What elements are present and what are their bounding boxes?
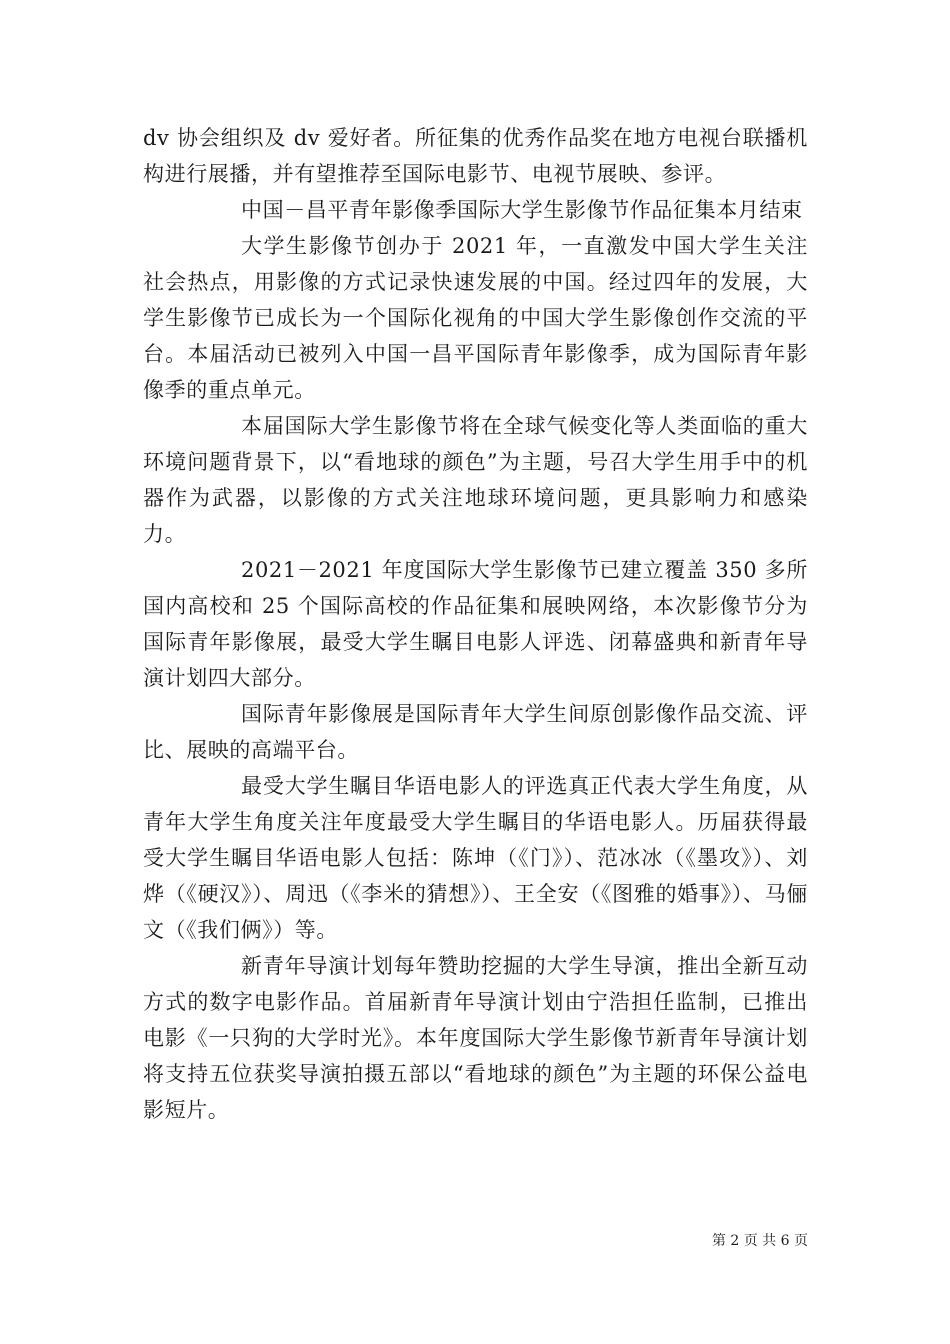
body-paragraph-exhibition: 国际青年影像展是国际青年大学生间原创影像作品交流、评比、展映的高端平台。: [143, 702, 808, 762]
document-body: [143, 120, 808, 1128]
body-paragraph-continued: dv 协会组织及 dv 爱好者。所征集的优秀作品奖在地方电视台联播机构进行展播，并有望推荐至国际电影节、电视节展映、参评。: [143, 126, 808, 186]
body-paragraph-filmmakers: 最受大学生瞩目华语电影人的评选真正代表大学生角度，从青年大学生角度关注年度最受大学生瞩目的华语电影人。历届获得最受大学生瞩目华语电影人包括：陈坤（《门》）、范冰冰（《墨攻》）、刘烨（《硬汉》）、周迅（《李米的猜想》）、王全安（《图雅的婚事》）、马俪文（《我们俩》）等。: [143, 774, 808, 942]
body-paragraph-network: 2021－2021 年度国际大学生影像节已建立覆盖 350 多所国内高校和 25 个国际高校的作品征集和展映网络，本次影像节分为国际青年影像展，最受大学生瞩目电影人评选、闭幕盛典和新青年导演计划四大部分。: [143, 558, 808, 690]
section-heading-paragraph: 中国－昌平青年影像季国际大学生影像节作品征集本月结束: [241, 198, 803, 222]
page-number-footer: 第 2 页 共 6 页: [711, 1233, 808, 1249]
body-paragraph-directors: 新青年导演计划每年赞助挖掘的大学生导演，推出全新互动方式的数字电影作品。首届新青年导演计划由宁浩担任监制，已推出电影《一只狗的大学时光》。本年度国际大学生影像节新青年导演计划将支持五位获奖导演拍摄五部以“看地球的颜色”为主题的环保公益电影短片。: [143, 954, 808, 1122]
body-paragraph-theme: 本届国际大学生影像节将在全球气候变化等人类面临的重大环境问题背景下，以“看地球的颜色”为主题，号召大学生用手中的机器作为武器，以影像的方式关注地球环境问题，更具影响力和感染力。: [143, 414, 808, 546]
body-paragraph-intro: 大学生影像节创办于 2021 年，一直激发中国大学生关注社会热点，用影像的方式记录快速发展的中国。经过四年的发展，大学生影像节已成长为一个国际化视角的中国大学生影像创作交流的平台。本届活动已被列入中国一昌平国际青年影像季，成为国际青年影像季的重点单元。: [143, 234, 808, 402]
